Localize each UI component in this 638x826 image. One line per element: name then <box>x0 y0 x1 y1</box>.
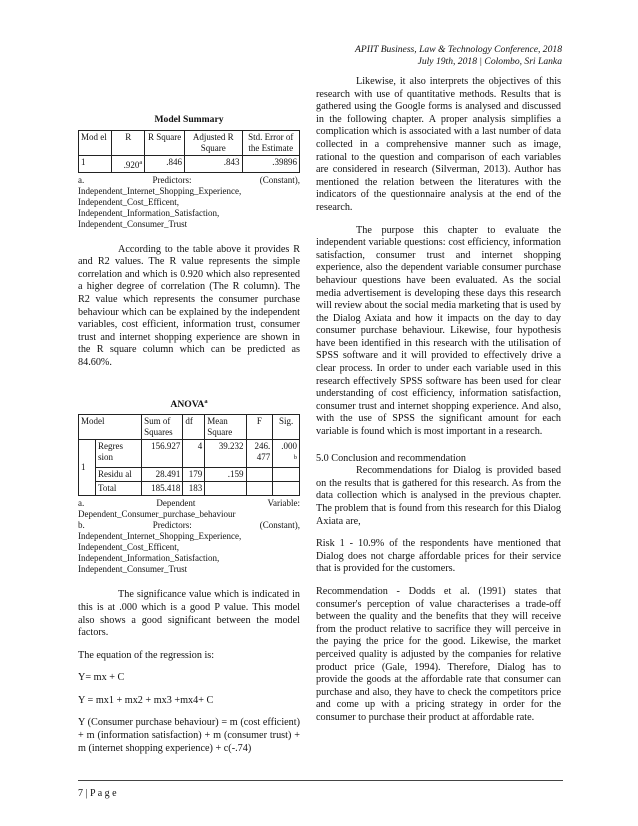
note-line: Independent_Internet_Shopping_Experience, <box>78 531 242 542</box>
note-line: Independent_Cost_Efficent, <box>78 542 180 553</box>
header-std-error: Std. Error of the Estimate <box>242 130 300 155</box>
table-row <box>79 482 300 496</box>
cell-f <box>246 468 273 482</box>
cell-r: .920$^a$ <box>112 155 145 172</box>
body-paragraph: Risk 1 - 10.9% of the respondents have mentioned that Dialog does not charge affordable prices for their service that is provided for the customers. <box>316 538 561 575</box>
cell-ss: 28.491 <box>142 468 183 482</box>
body-paragraph: Recommendations for Dialog is provided based on the results that is gathered for this research. As from the data collection which is analysed in the previous chapter. The problem that is found from this research for this Dialog Axiata are, <box>316 465 561 527</box>
note-dependent-line: a. Dependent Variable: <box>78 498 300 509</box>
note-line: Dependent_Consumer_purchase_behaviour <box>78 509 236 520</box>
right-column <box>316 76 561 725</box>
header-model: Mod el <box>79 130 112 155</box>
cell-model-number: 1 <box>79 440 96 496</box>
cell-ss: 185.418 <box>142 482 183 496</box>
model-summary-table <box>78 130 300 173</box>
header-mean-square: Mean Square <box>205 415 246 440</box>
header-sig: Sig. <box>273 415 300 440</box>
table-row <box>79 468 300 482</box>
table-row <box>79 155 300 172</box>
anova-table <box>78 414 300 496</box>
cell-source: Residu al <box>96 468 142 482</box>
cell-ms: 39.232 <box>205 440 246 468</box>
cell-df: 179 <box>183 468 205 482</box>
cell-ss: 156.927 <box>142 440 183 468</box>
cell-ms <box>205 482 246 496</box>
note-line: Independent_Cost_Efficent, <box>78 196 180 207</box>
cell-f <box>246 482 273 496</box>
table-header-row <box>79 130 300 155</box>
equation-1: Y= mx + C <box>78 672 125 684</box>
significance-paragraph: The significance value which is indicated in this is at .000 which is a good P value. This model also shows a good significant between the model factors. <box>78 589 300 639</box>
body-paragraph: Recommendation - Dodds et al. (1991) states that consumer's perception of value characterises a trade-off between the quality and the benefits that they will receive from the product relative to sacrifice they will perceive in the paying the price for the good. Likewise, the market perceived quality is adjusted by the companies for relative product price (Gale, 1994). Therefore, Dialog has to provide the goods at the affordable rate that consumer can purchase and also, they have to check the competitors price and come up with a pricing strategy in order for the consumer to purchase their product at affordable rate. <box>316 585 561 723</box>
superscript-a: a <box>139 158 143 166</box>
cell-model: 1 <box>79 155 112 172</box>
cell-sig: .000 $^b$ <box>273 440 300 468</box>
note-predictors-line: b. Predictors: (Constant), <box>78 520 300 531</box>
header-r-square: R Square <box>145 130 185 155</box>
equation-3: Y (Consumer purchase behaviour) = m (cost efficient) + m (information satisfaction) + m (consumer trust) + m (internet shopping experience) + c(-.74) <box>78 717 300 754</box>
body-paragraph: The purpose this chapter to evaluate the independent variable questions: cost efficiency, information satisfaction, consumer trust and internet shopping experience, also the dependent variable consumer purchase behaviour questions have been evaluated. As the social media advertisement is developing these days this research will review about the social media marketing that is used by the Dialog Axiata and how it impacts on the day to day consumer purchase behaviour. Likewise, four hypothesis have been identified in this research with the utilisation of SPSS software and it will provided to effectively drive a clear process. In order to under each variable used in this research effectively SPSS software has been used for clear understanding of cost efficiency, information satisfaction, consumer trust and internet shopping experience. And also, with the use of SPSS the significant amount for each variable is found which is most important in a research. <box>316 224 562 438</box>
header-adjusted-r-square: Adjusted R Square <box>185 130 242 155</box>
header-sum-of-squares: Sum of Squares <box>142 415 183 440</box>
note-line: Independent_Internet_Shopping_Experience, <box>78 185 242 196</box>
conference-name: APIIT Business, Law & Technology Conference, 2018 <box>355 44 562 55</box>
note-line: Independent_Consumer_Trust <box>78 218 188 229</box>
table-header-row <box>79 415 300 440</box>
conference-date: July 19th, 2018 | Colombo, Sri Lanka <box>417 56 562 67</box>
cell-df: 183 <box>183 482 205 496</box>
anova-note <box>78 498 300 575</box>
cell-sig <box>273 468 300 482</box>
cell-adjusted-r-square: .843 <box>185 155 242 172</box>
table-row <box>79 440 300 468</box>
cell-df: 4 <box>183 440 205 468</box>
anova-title: ANOVA$^a$ <box>170 397 208 410</box>
model-summary-section <box>78 114 300 230</box>
anova-section <box>78 396 300 576</box>
header-model: Model <box>79 415 142 440</box>
body-paragraph: Likewise, it also interprets the objectives of this research with use of quantitative methods. Results that is gathered using the Google forms is analysed and discussed in the following chapter. A proper analysis simplifies a complication which is associated with a last number of data collected in a comprehensive manner such as image, rational to the question and comparison of each variables are considered in research (Silverman, 2013). Author has mentioned the relation between the literatures with the indicators of the questionnaire analysis at the end of the research. <box>316 76 561 213</box>
cell-source: Total <box>96 482 142 496</box>
equation-2: Y = mx1 + mx2 + mx3 +mx4+ C <box>78 694 214 706</box>
left-column <box>78 76 300 755</box>
section-heading: 5.0 Conclusion and recommendation <box>316 452 466 464</box>
note-line: Independent_Information_Satisfaction, <box>78 553 220 564</box>
note-line: Independent_Consumer_Trust <box>78 564 188 575</box>
footer-divider <box>78 780 563 781</box>
header-df: df <box>183 415 205 440</box>
note-predictors-line: a. Predictors: (Constant), <box>78 174 300 185</box>
cell-r-square: .846 <box>145 155 185 172</box>
page-footer: 7 | P a g e <box>78 788 117 799</box>
note-line: Independent_Information_Satisfaction, <box>78 207 220 218</box>
cell-f: 246. 477 <box>246 440 273 468</box>
page-header <box>262 44 562 68</box>
cell-source: Regres sion <box>96 440 142 468</box>
cell-sig <box>273 482 300 496</box>
r-values-paragraph: According to the table above it provides R and R2 values. The R value represents the simple correlation and which is 0.920 which also represented a higher degree of correlation (The R column). The R2 value which represents the consumer purchase behaviour which can be explained by the independent variables, cost efficient, information trust, consumer trust and internet shopping experience are shown in the R square column which can be predicted as 84.60%. <box>78 243 300 368</box>
header-r: R <box>112 130 145 155</box>
superscript-b: b <box>293 454 297 462</box>
cell-ms: .159 <box>205 468 246 482</box>
cell-std-error: .39896 <box>242 155 300 172</box>
model-summary-note <box>78 175 300 230</box>
equation-intro: The equation of the regression is: <box>78 649 215 661</box>
header-f: F <box>246 415 273 440</box>
model-summary-title: Model Summary <box>154 114 224 125</box>
